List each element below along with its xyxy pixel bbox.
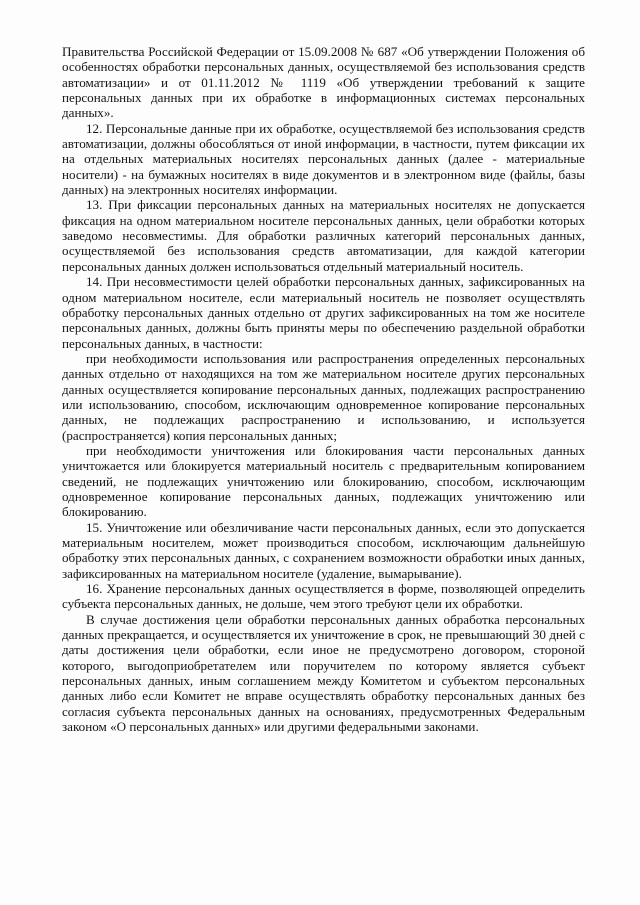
document-body	[62, 44, 585, 734]
paragraph-continuation: Правительства Российской Федерации от 15.09.2008 № 687 «Об утверждении Положения об особенностях обработки персональных данных, осуществляемой без использования средств автоматизации» и от 01.11.2012 № 1119 «Об утверждении требований к защите персональных данных при их обработке в информационных системах персональных данных».	[62, 44, 585, 121]
paragraph-14-item-destruction: при необходимости уничтожения или блокирования части персональных данных уничтожается или блокируется материальный носитель с предварительным копированием сведений, не подлежащих уничтожению или блокированию, способом, исключающим одновременное копирование персональных данных, подлежащих уничтожению или блокированию.	[62, 442, 585, 520]
paragraph-14: 14. При несовместимости целей обработки персональных данных, зафиксированных на одном материальном носителе, если материальный носитель не позволяет осуществлять обработку персональных данных отдельно от других зафиксированных на том же носителе персональных данных, должны быть приняты меры по обеспечению раздельной обработки персональных данных, в частности:	[62, 274, 585, 351]
paragraph-12: 12. Персональные данные при их обработке, осуществляемой без использования средств автоматизации, должны обособляться от иной информации, в частности, путем фиксации их на отдельных материальных носителях персональных данных (далее - материальные носители) - на бумажных носителях в виде документов и в электронном виде (файлы, базы данных) на электронных носителях информации.	[62, 120, 585, 198]
paragraph-13: 13. При фиксации персональных данных на материальных носителях не допускается фиксация на одном материальном носителе персональных данных, цели обработки которых заведомо несовместимы. Для обработки различных категорий персональных данных, осуществляемой без использования средств автоматизации, для каждой категории персональных данных должен использоваться отдельный материальный носитель.	[62, 197, 585, 274]
paragraph-15: 15. Уничтожение или обезличивание части персональных данных, если это допускается материальным носителем, может производиться способом, исключающим дальнейшую обработку этих персональных данных, с сохранением возможности обработки иных данных, зафиксированных на материальном носителе (удаление, вымарывание).	[62, 519, 585, 581]
paragraph-16: 16. Хранение персональных данных осуществляется в форме, позволяющей определить субъекта персональных данных, не дольше, чем этого требуют цели их обработки.	[62, 581, 585, 612]
paragraph-16-purpose-achieved: В случае достижения цели обработки персональных данных обработка персональных данных прекращается, и осуществляется их уничтожение в срок, не превышающий 30 дней с даты достижения цели обработки, если иное не предусмотрено договором, стороной которого, выгодоприобретателем или поручителем по которому является субъект персональных данных, иным соглашением между Комитетом и субъектом персональных данных либо если Комитет не вправе осуществлять обработку персональных данных без согласия субъекта персональных данных на основаниях, предусмотренных Федеральным законом «О персональных данных» или другими федеральными законами.	[62, 611, 585, 735]
paragraph-14-item-copying: при необходимости использования или распространения определенных персональных данных отдельно от находящихся на том же материальном носителе других персональных данных осуществляется копирование персональных данных, подлежащих распространению или использованию, способом, исключающим одновременное копирование персональных данных, не подлежащих распространению и использованию, и используется (распространяется) копия персональных данных;	[62, 350, 585, 443]
